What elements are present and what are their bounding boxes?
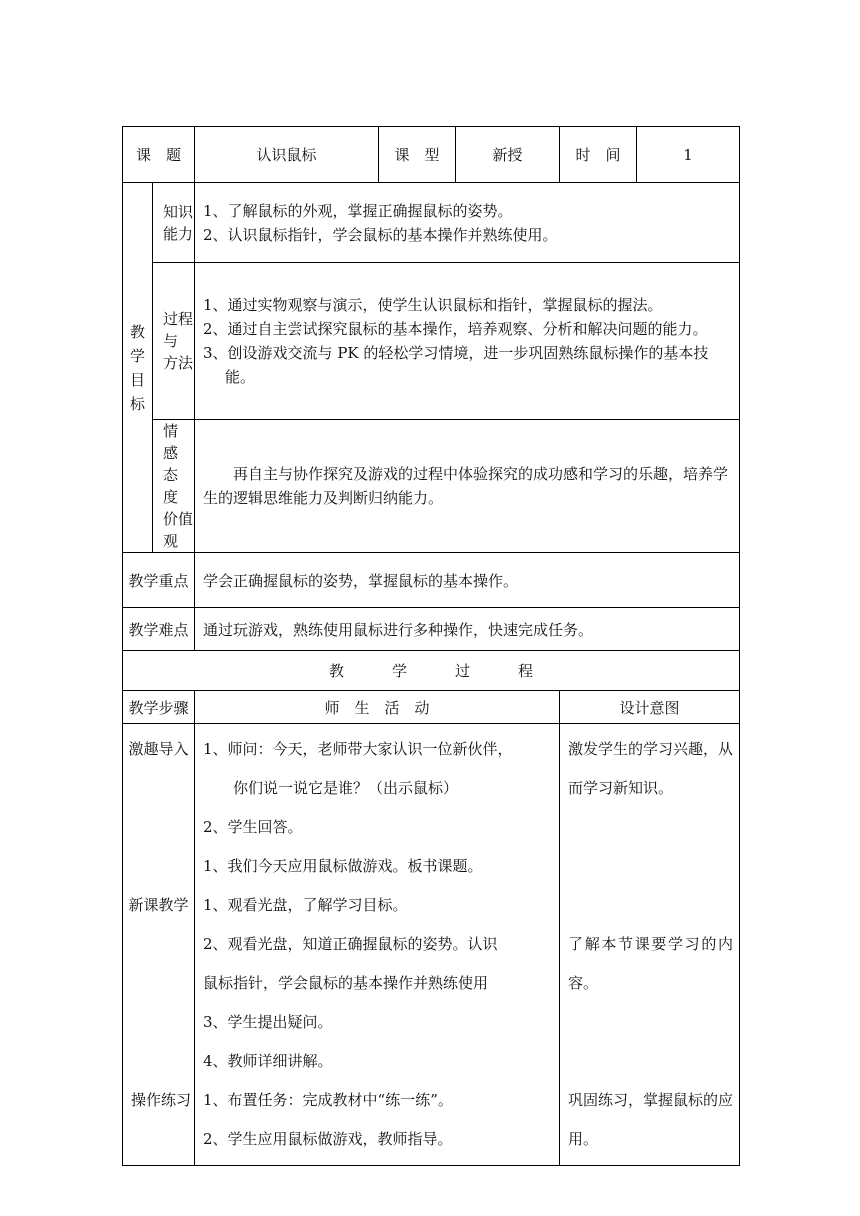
process-header-row xyxy=(123,691,740,724)
key-point-row xyxy=(123,553,740,608)
intent-column xyxy=(560,724,740,1166)
time-value: 1 xyxy=(637,127,740,183)
intent-text: 了解本节课要学习的内容。 xyxy=(568,935,734,992)
intent-text: 激发学生的学习兴趣，从而学习新知识。 xyxy=(568,740,734,797)
intent-header: 设计意图 xyxy=(560,691,740,724)
topic-label: 课 题 xyxy=(123,127,195,183)
topic-value: 认识鼠标 xyxy=(195,127,379,183)
emotion-label: 情 感 态 度 价值观 xyxy=(153,420,195,553)
knowledge-content xyxy=(195,183,740,263)
process-item: 2、通过自主尝试探究鼠标的基本操作，培养观察、分析和解决问题的能力。 xyxy=(203,320,708,338)
steps-column xyxy=(123,724,195,1166)
activity-line: 1、师问：今天，老师带大家认识一位新伙伴， xyxy=(203,740,513,758)
difficulty-row xyxy=(123,608,740,651)
process-item: 1、通过实物观察与演示，使学生认识鼠标和指针，掌握鼠标的握法。 xyxy=(203,296,663,314)
step-label: 激趣导入 xyxy=(128,740,189,758)
emotion-row xyxy=(123,420,740,553)
difficulty-label: 教学难点 xyxy=(123,608,195,651)
key-point-content: 学会正确握鼠标的姿势，掌握鼠标的基本操作。 xyxy=(195,553,740,608)
knowledge-item: 1、了解鼠标的外观，掌握正确握鼠标的姿势。 xyxy=(203,201,513,220)
activity-line: 1、布置任务：完成教材中“练一练”。 xyxy=(203,1091,453,1109)
teaching-process-title: 教 学 过 程 xyxy=(123,651,740,691)
steps-header: 教学步骤 xyxy=(123,691,195,724)
process-item: 3、创设游戏交流与 PK 的轻松学习情境，进一步巩固熟练鼠标操作的基本技能。 xyxy=(203,344,709,386)
key-point-label: 教学重点 xyxy=(123,553,195,608)
activities-column xyxy=(195,724,560,1166)
intent-text: 巩固练习，掌握鼠标的应用。 xyxy=(568,1091,734,1148)
process-body-row xyxy=(123,724,740,1166)
knowledge-label: 知识 能力 xyxy=(153,183,195,263)
activity-line: 2、学生应用鼠标做游戏，教师指导。 xyxy=(203,1130,453,1148)
step-label: 新课教学 xyxy=(128,896,189,914)
process-method-content xyxy=(195,263,740,420)
process-title-row xyxy=(123,651,740,691)
step-label: 操作练习 xyxy=(131,1091,192,1109)
type-label: 课 型 xyxy=(379,127,456,183)
emotion-content: 再自主与协作探究及游戏的过程中体验探究的成功感和学习的乐趣，培养学生的逻辑思维能力及判断归纳能力。 xyxy=(195,420,740,553)
process-method-label: 过程与 方法 xyxy=(153,263,195,420)
difficulty-content: 通过玩游戏，熟练使用鼠标进行多种操作，快速完成任务。 xyxy=(195,608,740,651)
activity-line: 你们说一说它是谁？（出示鼠标） xyxy=(233,779,459,797)
activity-line: 2、观看光盘，知道正确握鼠标的姿势。认识 xyxy=(203,935,498,953)
knowledge-item: 2、认识鼠标指针，学会鼠标的基本操作并熟练使用。 xyxy=(203,225,558,244)
activity-line: 3、学生提出疑问。 xyxy=(203,1013,333,1031)
activity-line: 鼠标指针，学会鼠标的基本操作并熟练使用 xyxy=(203,974,489,992)
time-label: 时 间 xyxy=(560,127,637,183)
activity-line: 2、学生回答。 xyxy=(203,818,303,836)
activity-line: 1、观看光盘，了解学习目标。 xyxy=(203,896,408,914)
process-goal-row xyxy=(123,263,740,420)
teaching-goals-label: 教 学 目 标 xyxy=(123,183,153,553)
lesson-plan-table xyxy=(122,126,740,1166)
activities-header: 师 生 活 动 xyxy=(195,691,560,724)
header-row xyxy=(123,127,740,183)
type-value: 新授 xyxy=(456,127,560,183)
activity-line: 1、我们今天应用鼠标做游戏。板书课题。 xyxy=(203,857,483,875)
activity-line: 4、教师详细讲解。 xyxy=(203,1052,333,1070)
knowledge-row xyxy=(123,183,740,263)
